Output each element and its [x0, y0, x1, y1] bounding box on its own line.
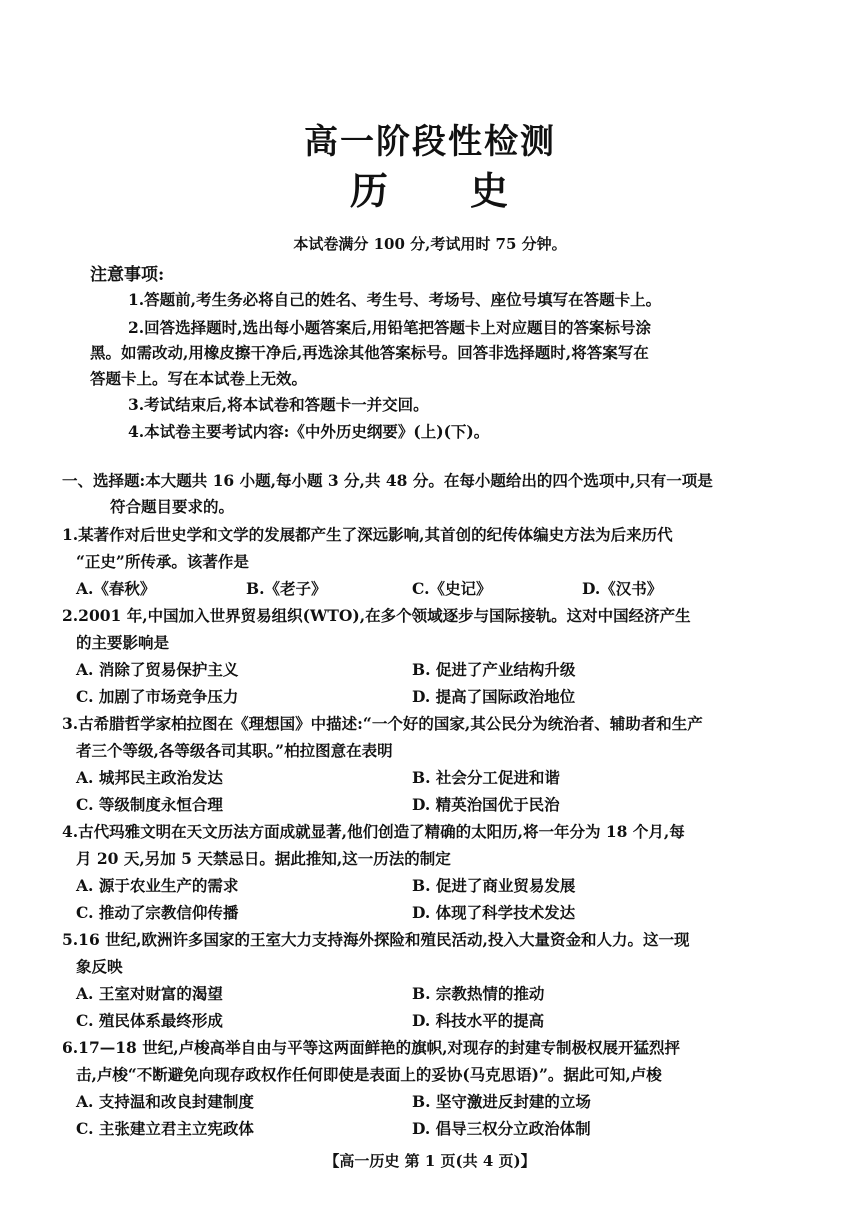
question-stem: “正史”所传承。该著作是 — [76, 552, 249, 571]
option-b: B.《老子》 — [246, 579, 327, 598]
option-c: C. 主张建立君主立宪政体 — [76, 1119, 254, 1138]
option-d: D. 科技水平的提高 — [412, 1011, 545, 1030]
option-a: A. 城邦民主政治发达 — [76, 768, 223, 787]
question-stem: 的主要影响是 — [76, 633, 170, 652]
page-footer: 【高一历史 第 1 页(共 4 页)】 — [324, 1152, 536, 1170]
option-c: C. 推动了宗教信仰传播 — [76, 903, 239, 922]
question-stem: 4.古代玛雅文明在天文历法方面成就显著,他们创造了精确的太阳历,将一年分为 18 个月,每 — [62, 822, 685, 841]
option-a: A. 源于农业生产的需求 — [76, 876, 239, 895]
question-stem: 6.17—18 世纪,卢梭高举自由与平等这两面鲜艳的旗帜,对现存的封建专制极权展开猛烈抨 — [62, 1038, 681, 1057]
notice-line: 4.本试卷主要考试内容:《中外历史纲要》(上)(下)。 — [128, 422, 490, 441]
notice-heading: 注意事项: — [90, 265, 165, 285]
option-d: D. 倡导三权分立政治体制 — [412, 1119, 591, 1138]
option-a: A.《春秋》 — [76, 579, 156, 598]
option-d: D. 精英治国优于民治 — [412, 795, 560, 814]
option-b: B. 促进了商业贸易发展 — [412, 876, 576, 895]
notice-line: 1.答题前,考生务必将自己的姓名、考生号、考场号、座位号填写在答题卡上。 — [128, 290, 662, 309]
notice-line: 答题卡上。写在本试卷上无效。 — [90, 369, 308, 388]
question-stem: 5.16 世纪,欧洲许多国家的王室大力支持海外探险和殖民活动,投入大量资金和人力。这一现 — [62, 930, 690, 949]
option-c: C. 殖民体系最终形成 — [76, 1011, 223, 1030]
subject-char-1: 历 — [349, 168, 390, 213]
exam-title: 高一阶段性检测 — [304, 122, 556, 162]
notice-line: 2.回答选择题时,选出每小题答案后,用铅笔把答题卡上对应题目的答案标号涂 — [128, 318, 651, 337]
option-d: D. 提高了国际政治地位 — [412, 687, 576, 706]
notice-line: 3.考试结束后,将本试卷和答题卡一并交回。 — [128, 395, 429, 414]
option-b: B. 促进了产业结构升级 — [412, 660, 576, 679]
question-stem: 击,卢梭“不断避免向现存政权作任何即使是表面上的妥协(马克思语)”。据此可知,卢梭 — [76, 1065, 662, 1084]
option-c: C. 等级制度永恒合理 — [76, 795, 223, 814]
question-stem: 月 20 天,另加 5 天禁忌日。据此推知,这一历法的制定 — [76, 849, 451, 868]
question-stem: 象反映 — [76, 957, 123, 976]
option-d: D.《汉书》 — [582, 579, 663, 598]
question-stem: 2.2001 年,中国加入世界贸易组织(WTO),在多个领域逐步与国际接轨。这对中国经济产生 — [62, 606, 691, 625]
question-stem: 1.某著作对后世史学和文学的发展都产生了深远影响,其首创的纪传体编史方法为后来历代 — [62, 525, 673, 544]
option-b: B. 社会分工促进和谐 — [412, 768, 560, 787]
subject-title — [0, 160, 860, 215]
option-a: A. 王室对财富的渴望 — [76, 984, 223, 1003]
question-stem: 者三个等级,各等级各司其职。”柏拉图意在表明 — [76, 741, 393, 760]
section-heading: 一、选择题:本大题共 16 小题,每小题 3 分,共 48 分。在每小题给出的四个选项中,只有一项是 — [62, 471, 713, 490]
option-b: B. 宗教热情的推动 — [412, 984, 545, 1003]
option-c: C.《史记》 — [412, 579, 492, 598]
option-c: C. 加剧了市场竞争压力 — [76, 687, 239, 706]
notice-line: 黑。如需改动,用橡皮擦干净后,再选涂其他答案标号。回答非选择题时,将答案写在 — [90, 343, 649, 362]
option-d: D. 体现了科学技术发达 — [412, 903, 576, 922]
exam-info: 本试卷满分 100 分,考试用时 75 分钟。 — [293, 235, 567, 253]
subject-char-2: 史 — [470, 168, 511, 213]
question-stem: 3.古希腊哲学家柏拉图在《理想国》中描述:“一个好的国家,其公民分为统治者、辅助者和生产 — [62, 714, 703, 733]
option-b: B. 坚守激进反封建的立场 — [412, 1092, 591, 1111]
option-a: A. 消除了贸易保护主义 — [76, 660, 239, 679]
option-a: A. 支持温和改良封建制度 — [76, 1092, 254, 1111]
section-heading: 符合题目要求的。 — [110, 497, 235, 516]
